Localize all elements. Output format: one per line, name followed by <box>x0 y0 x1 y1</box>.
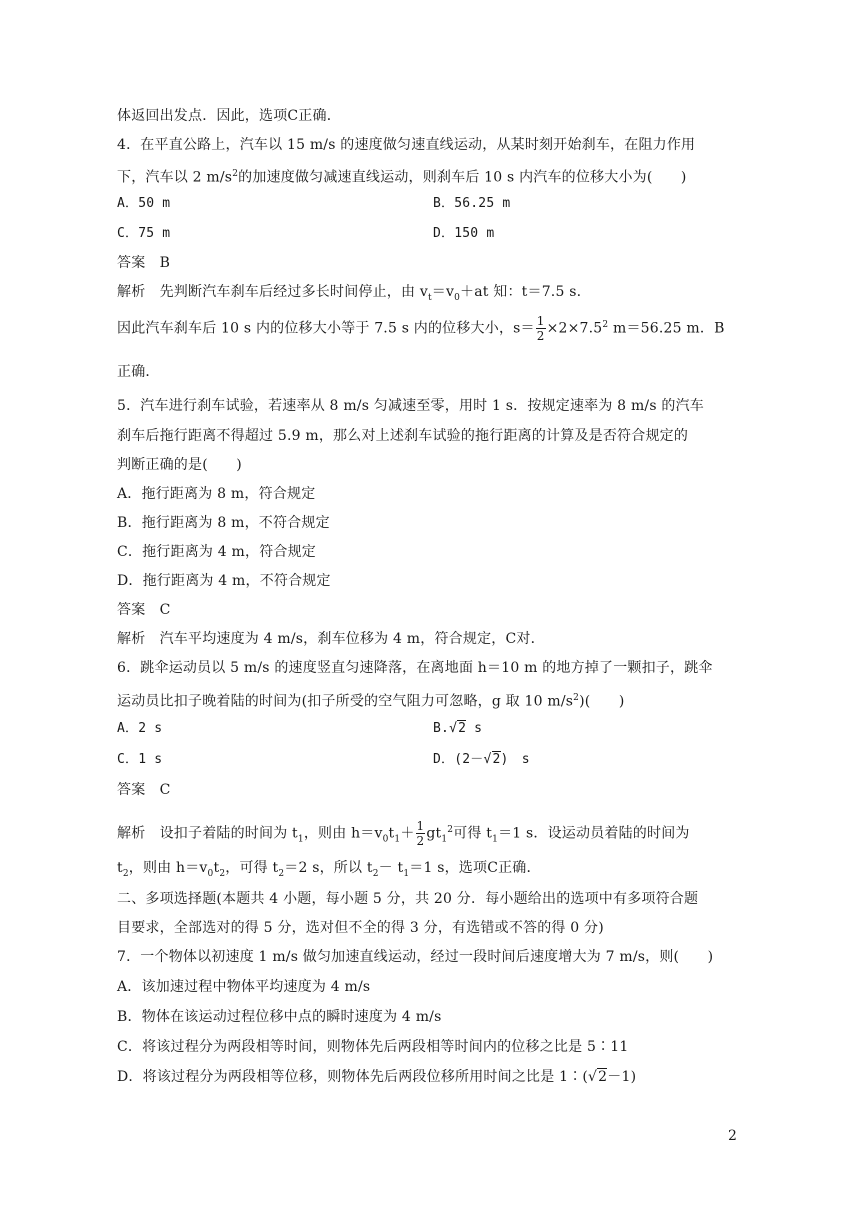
option-d: D．150 m <box>433 226 495 241</box>
sqrt-symbol: √2 <box>449 721 467 736</box>
option-a: A．该加速过程中物体平均速度为 4 m/s <box>117 979 371 995</box>
question-6-stem-cont: 运动员比扣子晚着陆的时间为(扣子所受的空气阻力可忽略，g 取 10 $m/s^2$)( ) <box>117 693 625 710</box>
question-5-stem-cont: 刹车后拖行距离不得超过 5.9 m，那么对上述刹车试验的拖行距离的计算及是否符合规定的 <box>117 428 689 444</box>
question-7-stem: 7．一个物体以初速度 1 m/s 做匀加速直线运动，经过一段时间后速度增大为 7 m/s，则( ) <box>117 949 714 965</box>
answer-label: 答案 C <box>117 782 171 798</box>
section-heading: 二、多项选择题(本题共 4 小题，每小题 5 分，共 20 分．每小题给出的选项中有多项符合题 <box>117 891 699 907</box>
option-c: C．75 m <box>117 226 171 241</box>
option-d: D．拖行距离为 4 m，不符合规定 <box>117 573 331 589</box>
option-b: B．物体在该运动过程位移中点的瞬时速度为 4 m/s <box>117 1009 442 1025</box>
analysis-text: 解析 设扣子着陆的时间为 $t_1$，则由 $h=v_0t_1+$ $\frac{1}{2}$ $gt_1^2$可得 $t_1=1$ s．设运动员着陆的时间为 <box>117 819 690 848</box>
question-6-stem: 6．跳伞运动员以 5 m/s 的速度竖直匀速降落，在离地面 h＝10 m 的地方掉了一颗扣子，跳伞 <box>117 660 713 676</box>
sqrt-symbol: √2 <box>588 1069 608 1085</box>
option-b: B．拖行距离为 8 m，不符合规定 <box>117 515 330 531</box>
question-4-stem-cont: 下，汽车以 2 $m/s^2$的加速度做匀减速直线运动，则刹车后 10 s 内汽车的位移大小为( ) <box>117 169 687 186</box>
analysis-text: 正确． <box>117 364 160 380</box>
option-c: C．将该过程分为两段相等时间，则物体先后两段相等时间内的位移之比是 5∶11 <box>117 1039 629 1055</box>
fraction: $\frac{1}{2}$ <box>416 819 425 848</box>
question-5-stem-cont: 判断正确的是( ) <box>117 457 242 473</box>
option-a: A．拖行距离为 8 m，符合规定 <box>117 486 316 502</box>
question-5-stem: 5．汽车进行刹车试验，若速率从 8 m/s 匀减速至零，用时 1 s．按规定速率为 8 m/s 的汽车 <box>117 398 704 414</box>
question-4-stem: 4．在平直公路上，汽车以 15 m/s 的速度做匀速直线运动，从某时刻开始刹车，在阻力作用 <box>117 137 696 153</box>
option-c: C．1 s <box>117 752 163 767</box>
analysis-text: $t_2$，则由 $h=v_0t_2$，可得 $t_2=2$ s，所以 $t_2- t_1=1$ s，选项C正确． <box>117 860 541 879</box>
text-line: 体返回出发点．因此，选项C正确． <box>117 108 341 124</box>
option-a: A．50 m <box>117 196 171 211</box>
option-c: C．拖行距离为 4 m，符合规定 <box>117 544 316 560</box>
option-d: D．将该过程分为两段相等位移，则物体先后两段位移所用时间之比是 1∶(√2－1) <box>117 1069 637 1085</box>
option-a: A．2 s <box>117 721 163 736</box>
sqrt-symbol: √2 <box>483 752 501 767</box>
section-heading-cont: 目要求，全部选对的得 5 分，选对但不全的得 3 分，有选错或不答的得 0 分) <box>117 920 604 936</box>
fraction: $\frac{1}{2}$ <box>536 314 545 343</box>
analysis-text: 解析 先判断汽车刹车后经过多长时间停止，由 $v_t=v_0+at$ 知：t＝7.5 s. <box>117 284 582 303</box>
option-b: B.√2 s <box>433 719 482 739</box>
analysis-text: 因此汽车刹车后 10 s 内的位移大小等于 7.5 s 内的位移大小，s＝ $\frac{1}{2}$ $\times 2\times 7.5^2$ m＝56.25 m．B <box>117 314 725 343</box>
page-number: 2 <box>728 1128 737 1144</box>
option-b: B．56.25 m <box>433 196 511 211</box>
answer-label: 答案 C <box>117 602 171 618</box>
option-d: D．(2－√2) s <box>433 750 530 770</box>
answer-label: 答案 B <box>117 255 171 271</box>
analysis-text: 解析 汽车平均速度为 4 m/s，刹车位移为 4 m，符合规定，C对． <box>117 631 545 647</box>
